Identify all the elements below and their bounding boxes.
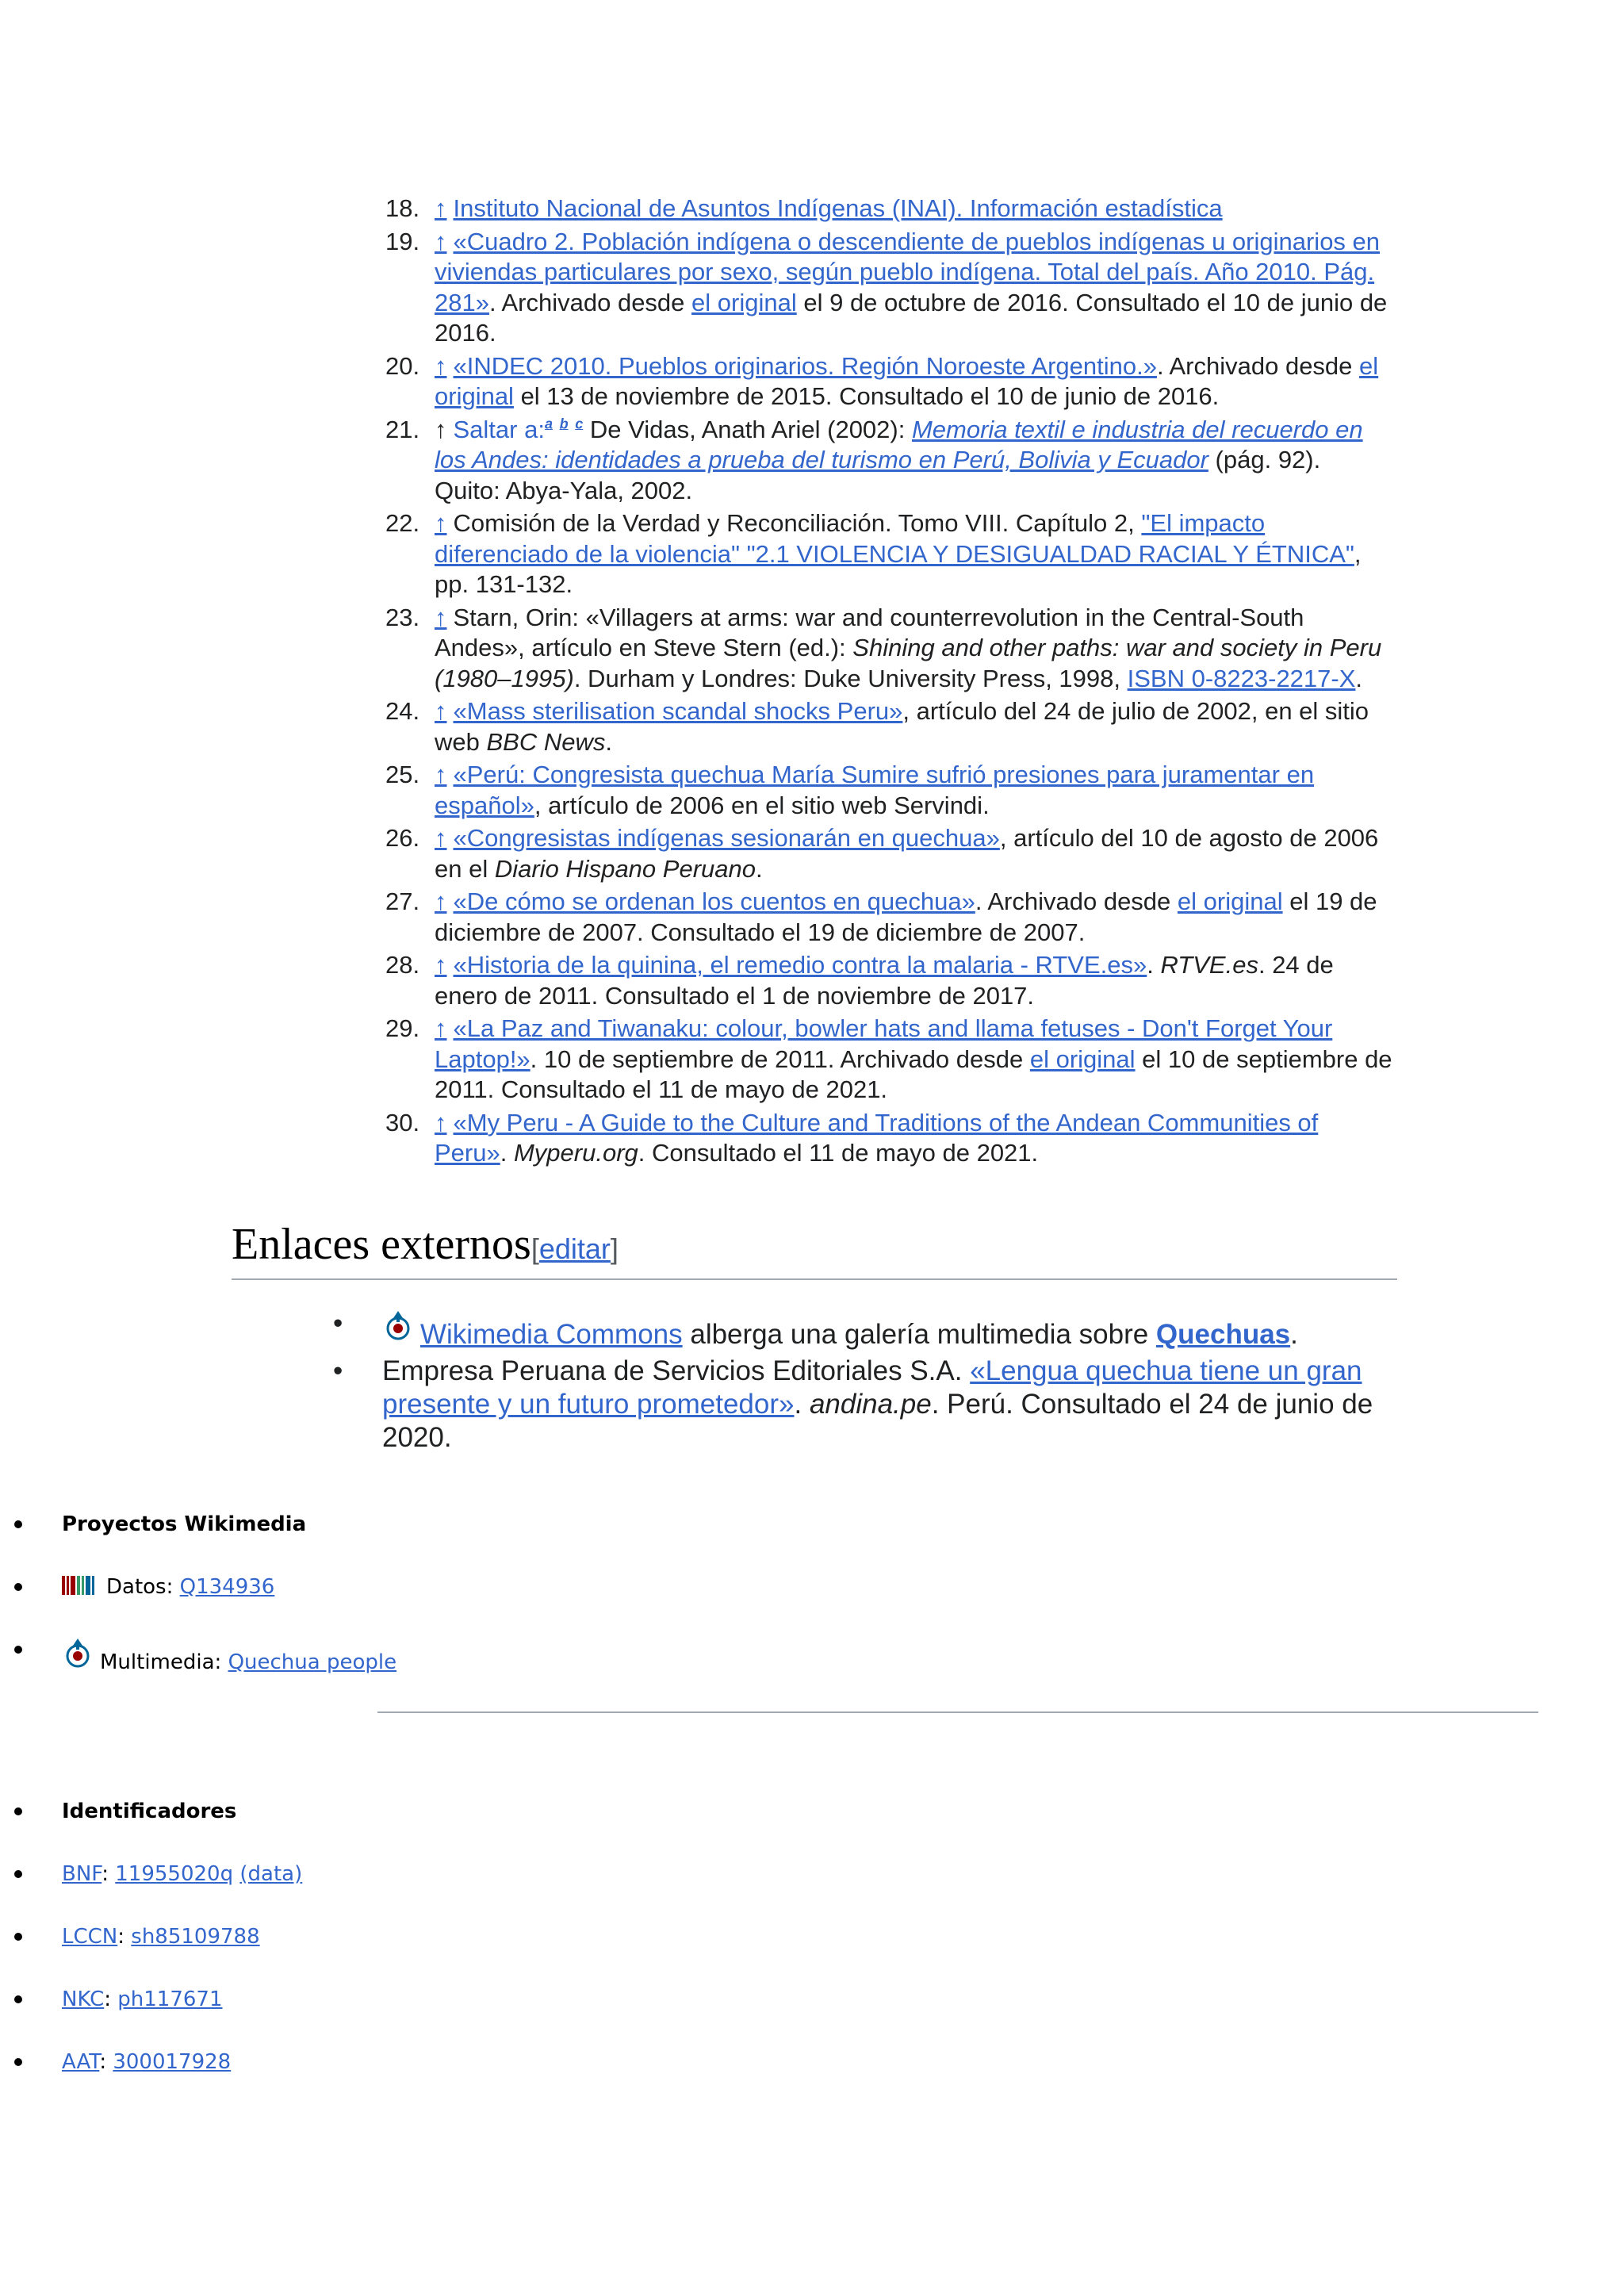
bullet-icon [14,1583,22,1591]
reference-text: . Perú. Consultado el 24 de junio de 2020. [382,1389,1373,1453]
reference-text: . [1147,951,1161,979]
reference-text: , artículo del 10 de agosto de 2006 en el [435,824,1379,883]
reference-text: andina.pe [809,1389,932,1420]
list-item [0,1510,396,1539]
reference-item [385,194,1392,224]
separator: : [99,2050,113,2074]
identifier-item [0,1985,302,2014]
reference-link[interactable]: «Perú: Congresista quechua María Sumire sufrió presiones para juramentar en español» [435,761,1315,819]
italic-text [1160,951,1258,979]
reference-text: . 10 de septiembre de 2011. Archivado desde [530,1045,1030,1073]
reference-text: . [500,1139,514,1167]
wikimedia-commons-icon [62,1635,94,1673]
back-arrow-icon[interactable]: ↑ [435,1014,447,1042]
bullet-icon [14,1646,22,1654]
reference-link[interactable]: ISBN 0-8223-2217-X [1127,664,1356,692]
reference-item [385,887,1392,948]
reference-link[interactable]: Instituto Nacional de Asuntos Indígenas (INAI). Información estadística [453,194,1223,222]
identifier-data-link[interactable]: (data) [239,1862,303,1886]
identifier-value-link[interactable]: sh85109788 [131,1925,260,1949]
wikidata-icon [62,1576,97,1595]
section-title: Enlaces externos [232,1220,531,1269]
reference-item [385,227,1392,349]
reference-text: (pág. 92). Quito: Abya-Yala, 2002. [435,446,1321,504]
separator: : [102,1862,116,1886]
reference-item [385,696,1392,757]
back-arrow-icon[interactable]: ↑ [435,951,447,979]
reference-item [385,508,1392,600]
external-links-list [333,1307,1396,1458]
reference-text: , artículo del 24 de julio de 2002, en el sitio web [435,697,1369,756]
reference-number: 19. [385,227,420,255]
reference-link[interactable]: "El impacto diferenciado de la violencia" "2.1 VIOLENCIA Y DESIGUALDAD RACIAL Y ÉTNICA" [435,509,1354,568]
list-item: Multimedia: Quechua people [0,1635,396,1664]
backref-link[interactable]: c [575,416,584,432]
reference-item [385,950,1392,1011]
back-arrow-icon[interactable]: ↑ [435,887,447,915]
reference-number: 28. [385,951,420,979]
superscript [575,416,583,431]
divider [377,1711,1538,1713]
reference-text [553,416,560,443]
reference-item [385,760,1392,821]
reference-item [385,351,1392,412]
external-link-item [333,1307,1396,1351]
reference-link[interactable]: Quechuas [1155,1319,1291,1350]
italic-text [495,855,756,883]
bullet-icon: • [333,1308,343,1339]
reference-link[interactable]: Memoria textil e industria del recuerdo en los Andes: identidades a prueba del turismo en Perú, Bolivia y Ecuador [435,415,1363,473]
edit-link[interactable]: editar [538,1232,611,1265]
bullet-icon [14,1995,22,2003]
reference-text: . [755,854,763,883]
reference-link[interactable]: «Cuadro 2. Población indígena o descendiente de pueblos indígenas u originarios en viviendas particulares por sexo, según pueblo indígena. Total del país. Año 2010. Pág. 281» [435,227,1381,316]
reference-text: BBC News [486,727,606,756]
italic-text [810,1389,932,1420]
back-arrow-icon[interactable]: ↑ [435,1108,447,1137]
backref-link[interactable]: b [559,416,569,432]
reference-link[interactable]: «Historia de la quinina, el remedio contra la malaria - RTVE.es» [453,951,1147,979]
reference-link[interactable]: «INDEC 2010. Pueblos originarios. Región Noroeste Argentino.» [453,351,1157,380]
identifier-item [0,1860,302,1888]
reference-text: Myperu.org [513,1139,638,1167]
identifier-value-link[interactable]: ph117671 [117,1987,223,2011]
identifier-authority-link[interactable]: NKC [62,1987,105,2011]
reference-text: . [1290,1319,1298,1350]
identifier-value-link[interactable]: 11955020q [115,1862,234,1886]
list-item: Datos: Q134936 [0,1573,396,1601]
bullet-icon [14,1807,22,1815]
separator: : [104,1987,118,2011]
bullet-icon [14,1520,22,1528]
reference-number: 21. [385,415,420,443]
reference-text: . [605,727,612,756]
reference-text: el 13 de noviembre de 2015. Consultado el 10 de junio de 2016. [513,382,1220,410]
reference-number: 20. [385,351,420,380]
reference-text: . Archivado desde [1156,351,1360,380]
bullet-icon [14,1870,22,1878]
bullet-icon: • [333,1355,343,1386]
reference-item [385,1108,1392,1169]
back-arrow-icon[interactable]: ↑ [435,603,447,631]
reference-text: el 19 de diciembre de 2007. Consultado el 19 de diciembre de 2007. [435,887,1377,946]
reference-link[interactable]: «My Peru - A Guide to the Culture and Traditions of the Andean Communities of Peru» [435,1108,1319,1167]
reference-link[interactable]: «Mass sterilisation scandal shocks Peru» [453,697,903,725]
reference-link[interactable]: «Lengua quechua tiene un gran presente y un futuro prometedor» [382,1355,1362,1420]
identifier-authority-link[interactable]: AAT [62,2050,100,2074]
reference-number: 18. [385,194,420,222]
reference-text: alberga una galería multimedia sobre [682,1319,1156,1350]
superscript [545,416,553,431]
reference-text: . 24 de enero de 2011. Consultado el 1 de noviembre de 2017. [435,951,1334,1010]
reference-text: De Vidas, Anath Ariel (2002): [583,415,912,443]
reference-link[interactable]: «La Paz and Tiwanaku: colour, bowler hats and llama fetuses - Don't Forget Your Laptop!» [435,1014,1333,1073]
reference-number: 24. [385,697,420,725]
projects-title: Proyectos Wikimedia [62,1512,307,1536]
reference-text: . Consultado el 11 de mayo de 2021. [638,1139,1039,1167]
reference-link[interactable]: Saltar a: [453,415,545,443]
reference-link[interactable]: el original [1177,887,1283,915]
identifier-value-link[interactable]: 300017928 [113,2050,232,2074]
reference-text: , artículo de 2006 en el sitio web Servindi. [534,791,990,819]
wikidata-link[interactable]: Q134936 [179,1575,275,1599]
reference-text [569,416,576,443]
identifier-authority-link[interactable]: LCCN [62,1925,118,1949]
reference-text: , pp. 131-132. [435,539,1362,598]
back-arrow-icon[interactable]: ↑ [435,227,447,255]
external-link-item [333,1355,1396,1455]
reference-text: . Archivado desde [488,288,692,316]
reference-text: RTVE.es [1160,951,1258,979]
reference-item [385,1014,1392,1106]
back-arrow-icon[interactable]: ↑ [435,824,447,852]
italic-text [514,1139,638,1167]
reference-link[interactable]: Wikimedia Commons [420,1319,683,1350]
identifiers-list [0,1797,302,2110]
reference-text: el 9 de octubre de 2016. Consultado el 10 de junio de 2016. [435,288,1388,347]
bullet-icon [14,1933,22,1941]
wikimedia-commons-icon [382,1307,414,1347]
reference-item [385,823,1392,884]
reference-text: el 10 de septiembre de 2011. Consultado el 11 de mayo de 2021. [435,1045,1392,1103]
reference-item [385,603,1392,695]
reference-link[interactable]: «Congresistas indígenas sesionarán en quechua» [453,824,1000,852]
reference-number: 27. [385,887,420,915]
back-arrow-icon[interactable]: ↑ [435,351,447,380]
reference-number: 22. [385,509,420,537]
list-item [0,1797,302,1826]
reference-text: Diario Hispano Peruano [494,854,756,883]
identifier-item [0,2048,302,2076]
reference-text: Empresa Peruana de Servicios Editoriales S.A. [382,1355,971,1386]
reference-text: Shining and other paths: war and society in Peru (1980–1995) [435,634,1382,692]
references-list [385,194,1392,1171]
reference-number: 23. [385,603,420,631]
identifier-authority-link[interactable]: BNF [62,1862,102,1886]
reference-link[interactable]: el original [1029,1045,1136,1073]
reference-text: Starn, Orin: «Villagers at arms: war and counterrevolution in the Central-South Andes», artículo en Steve Stern (ed.): [435,603,1304,661]
backref-link[interactable]: a [544,416,553,432]
reference-text: Comisión de la Verdad y Reconciliación. Tomo VIII. Capítulo 2, [453,509,1142,537]
commons-category-link[interactable]: Quechua people [228,1650,397,1674]
reference-link[interactable]: el original [435,351,1379,410]
back-arrow-icon[interactable]: ↑ [435,697,447,725]
back-arrow-icon[interactable]: ↑ [435,761,447,788]
reference-item [385,415,1392,507]
identifiers-title: Identificadores [62,1800,237,1823]
bullet-icon [14,2058,22,2066]
back-arrow-icon[interactable]: ↑ [435,194,447,222]
reference-text: . [794,1389,810,1420]
back-arrow-icon: ↑ [435,415,447,443]
wikimedia-projects-list [0,1510,396,1698]
reference-text: . Durham y Londres: Duke University Press, 1998, [573,664,1128,692]
reference-number: 25. [385,761,420,788]
reference-link[interactable]: el original [691,288,797,316]
reference-number: 29. [385,1014,420,1042]
reference-text: . [1355,664,1363,692]
back-arrow-icon[interactable]: ↑ [435,509,447,537]
reference-number: 26. [385,824,420,852]
reference-link[interactable]: «De cómo se ordenan los cuentos en quechua» [453,887,975,915]
reference-number: 30. [385,1108,420,1137]
identifier-item [0,1922,302,1951]
separator: : [117,1925,132,1949]
section-heading-external-links [232,1218,1397,1280]
reference-text: . Archivado desde [975,887,1178,915]
italic-text [486,728,605,756]
edit-section: [editar] [530,1232,619,1265]
superscript [560,416,569,431]
